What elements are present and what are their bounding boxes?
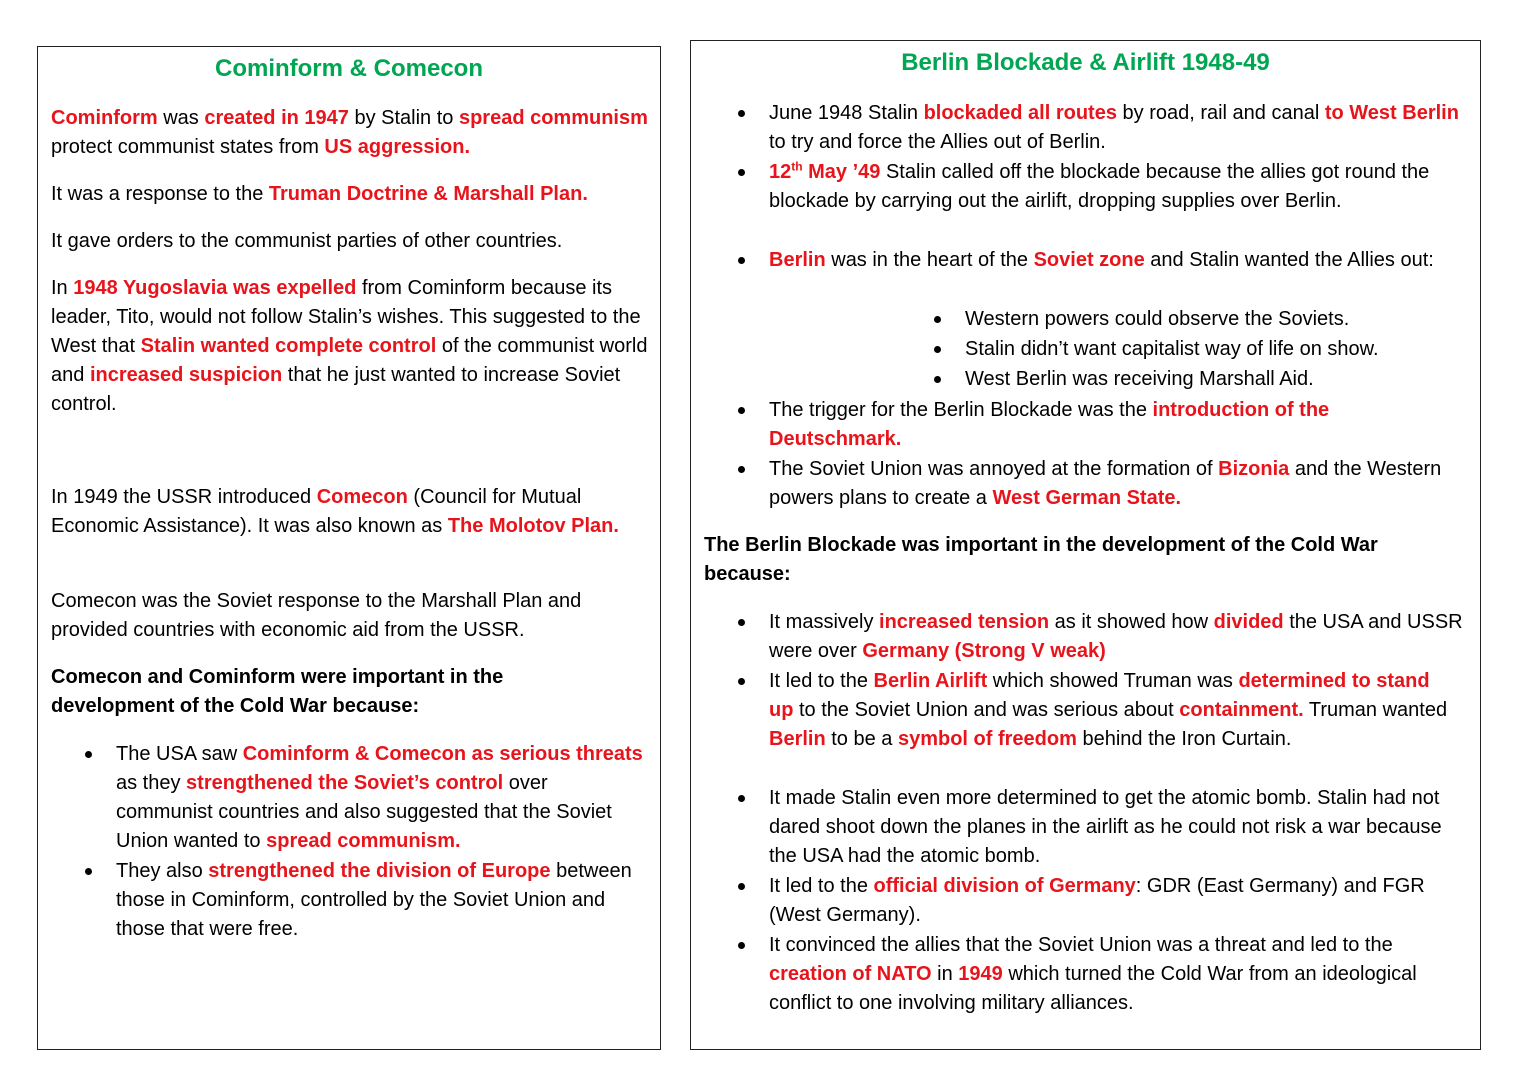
highlighted-text: strengthened the division of Europe xyxy=(208,860,551,882)
text-run: which showed Truman was xyxy=(987,670,1239,692)
text-run: was in the heart of the xyxy=(825,249,1034,271)
text-run: of the communist world and xyxy=(51,335,648,386)
text-run: which turned the Cold War from an ideological conflict to one involving military alliances. xyxy=(769,963,1417,1014)
bullet-item xyxy=(769,608,1469,666)
bullet-icon xyxy=(738,407,745,414)
text-run: Truman wanted xyxy=(1303,699,1448,721)
text-run: over communist countries and also suggested that the Soviet Union wanted to xyxy=(116,772,612,852)
panel-title: Cominform & Comecon xyxy=(214,55,483,82)
highlighted-text: 1948 Yugoslavia was expelled xyxy=(73,277,357,299)
text-run: The Soviet Union was annoyed at the formation of xyxy=(769,458,1219,480)
paragraph xyxy=(51,483,641,541)
text-run: The Berlin Blockade was important in the development of the Cold War because: xyxy=(704,534,1378,585)
highlighted-text: West German State. xyxy=(992,487,1182,509)
highlighted-text: creation of NATO xyxy=(769,963,932,985)
text-run: was xyxy=(157,107,205,129)
highlighted-text: The Molotov Plan. xyxy=(447,515,619,537)
highlighted-text: official division of Germany xyxy=(873,875,1136,897)
text-run: Stalin didn’t want capitalist way of life on show. xyxy=(965,338,1379,360)
bullet-icon xyxy=(738,678,745,685)
bullet-icon xyxy=(738,942,745,949)
highlighted-text: Cominform xyxy=(51,107,158,129)
highlighted-text: strengthened the Soviet’s control xyxy=(186,772,504,794)
text-run: Stalin called off the blockade because the allies got round the blockade by carrying out the airlift, dropping supplies over Berlin. xyxy=(769,161,1430,212)
highlighted-text: US aggression. xyxy=(324,136,471,158)
bullet-item xyxy=(769,158,1469,216)
text-run: They also xyxy=(116,860,209,882)
panel-title: Berlin Blockade & Airlift 1948-49 xyxy=(901,49,1270,76)
highlighted-text: Cominform & Comecon as serious threats xyxy=(242,743,643,765)
highlighted-text: Comecon xyxy=(316,486,408,508)
sub-bullet-item xyxy=(965,365,1465,394)
highlighted-text: Berlin xyxy=(769,728,826,750)
highlighted-text: Berlin Airlift xyxy=(873,670,988,692)
text-run: It led to the xyxy=(769,670,874,692)
text-run: that he just wanted to increase Soviet control. xyxy=(51,364,621,415)
text-run: between those in Cominform, controlled by the Soviet Union and those that were free. xyxy=(116,860,632,940)
text-run: June 1948 Stalin xyxy=(769,102,924,124)
bullet-icon xyxy=(738,466,745,473)
bullet-item xyxy=(769,667,1449,754)
bullet-item xyxy=(116,857,646,944)
highlighted-text: May ’49 xyxy=(802,161,881,183)
highlighted-text: Germany (Strong V weak) xyxy=(862,640,1106,662)
text-run: to the Soviet Union and was serious about xyxy=(793,699,1180,721)
text-run: and the Western powers plans to create a xyxy=(769,458,1442,509)
text-run: to be a xyxy=(825,728,898,750)
text-run: Comecon and Cominform were important in the development of the Cold War because: xyxy=(51,666,504,717)
bullet-icon xyxy=(738,169,745,176)
highlighted-text: to West Berlin xyxy=(1324,102,1459,124)
text-run: It was a response to the xyxy=(51,183,269,205)
highlighted-text: 12 xyxy=(769,161,792,183)
sub-bullet-item xyxy=(965,305,1465,334)
bullet-item xyxy=(769,99,1469,157)
text-run: The USA saw xyxy=(116,743,243,765)
sub-bullet-item xyxy=(965,335,1465,364)
text-run: behind the Iron Curtain. xyxy=(1076,728,1292,750)
text-run: In xyxy=(51,277,74,299)
bullet-icon xyxy=(738,883,745,890)
text-run: In 1949 the USSR introduced xyxy=(51,486,317,508)
text-run: West Berlin was receiving Marshall Aid. xyxy=(965,368,1314,390)
text-run: It made Stalin even more determined to get the atomic bomb. Stalin had not dared shoot down the planes in the airlift as he could not risk a war because the USA had the atomic bomb. xyxy=(769,787,1442,867)
text-run: as they xyxy=(116,772,187,794)
paragraph xyxy=(51,104,651,162)
highlighted-text: increased tension xyxy=(879,611,1050,633)
text-run: from Cominform because its leader, Tito, would not follow Stalin’s wishes. This suggested to the West that xyxy=(51,277,641,357)
bullet-icon xyxy=(738,257,745,264)
highlighted-text: 1949 xyxy=(958,963,1003,985)
text-run: as it showed how xyxy=(1049,611,1214,633)
highlighted-text: created in 1947 xyxy=(204,107,349,129)
text-run: by road, rail and canal xyxy=(1116,102,1325,124)
text-run: It massively xyxy=(769,611,880,633)
highlighted-text: spread communism. xyxy=(266,830,461,852)
section-heading xyxy=(51,663,591,721)
bullet-item xyxy=(769,784,1469,871)
text-run: : GDR (East Germany) and FGR (West Germany). xyxy=(769,875,1425,926)
bullet-item xyxy=(769,455,1469,513)
text-run: Western powers could observe the Soviets. xyxy=(965,308,1350,330)
text-run: protect communist states from xyxy=(51,136,325,158)
highlighted-text: Truman Doctrine & Marshall Plan. xyxy=(268,183,588,205)
text-run: by Stalin to xyxy=(348,107,459,129)
text-run: in xyxy=(931,963,959,985)
bullet-icon xyxy=(934,346,941,353)
bullet-item xyxy=(769,872,1469,930)
highlighted-text: Bizonia xyxy=(1218,458,1290,480)
highlighted-text: divided xyxy=(1213,611,1284,633)
text-run: (Council for Mutual Economic Assistance). It was also known as xyxy=(51,486,582,537)
highlighted-text: introduction of the Deutschmark. xyxy=(769,399,1330,450)
text-run: Comecon was the Soviet response to the Marshall Plan and provided countries with economic aid from the USSR. xyxy=(51,590,582,641)
bullet-icon xyxy=(738,795,745,802)
highlighted-text: spread communism xyxy=(458,107,648,129)
text-run: and Stalin wanted the Allies out: xyxy=(1144,249,1434,271)
text-run: It convinced the allies that the Soviet Union was a threat and led to the xyxy=(769,934,1393,956)
section-heading xyxy=(704,531,1464,589)
highlighted-text: Berlin xyxy=(769,249,826,271)
highlighted-text: Soviet zone xyxy=(1033,249,1145,271)
highlighted-text: blockaded all routes xyxy=(923,102,1117,124)
bullet-icon xyxy=(738,110,745,117)
text-run: The trigger for the Berlin Blockade was the xyxy=(769,399,1153,421)
paragraph xyxy=(51,587,651,645)
highlighted-text: containment. xyxy=(1179,699,1304,721)
highlighted-text: Stalin wanted complete control xyxy=(140,335,437,357)
paragraph xyxy=(51,180,651,209)
bullet-item xyxy=(769,246,1469,275)
bullet-item xyxy=(116,740,646,856)
bullet-item xyxy=(769,396,1409,454)
paragraph xyxy=(51,227,651,256)
highlighted-text: determined to stand up xyxy=(769,670,1430,721)
bullet-icon xyxy=(934,316,941,323)
text-run: to try and force the Allies out of Berlin. xyxy=(769,131,1106,153)
bullet-item xyxy=(769,931,1469,1018)
paragraph xyxy=(51,274,651,419)
bullet-icon xyxy=(85,868,92,875)
text-run: the USA and USSR were over xyxy=(769,611,1463,662)
highlighted-text: symbol of freedom xyxy=(897,728,1077,750)
bullet-icon xyxy=(934,376,941,383)
bullet-icon xyxy=(738,619,745,626)
bullet-icon xyxy=(85,751,92,758)
text-run: It led to the xyxy=(769,875,874,897)
highlighted-text: th xyxy=(791,159,803,174)
highlighted-text: increased suspicion xyxy=(89,364,283,386)
text-run: It gave orders to the communist parties of other countries. xyxy=(51,230,563,252)
